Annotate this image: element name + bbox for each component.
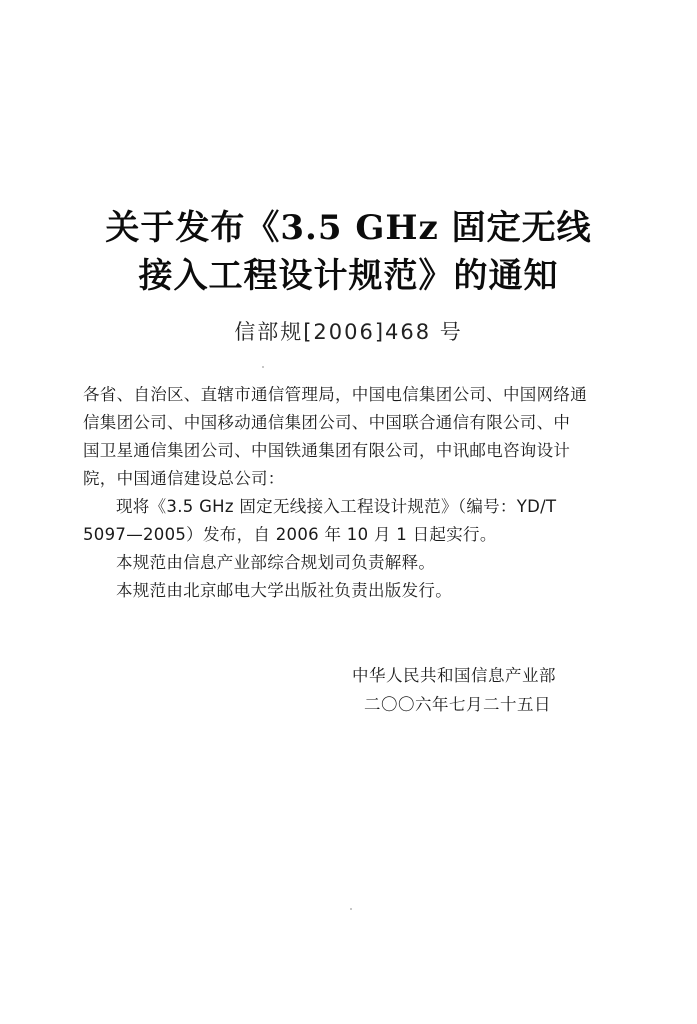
notice-title-line-2: 接入工程设计规范》的通知 (138, 256, 559, 296)
addressee-line-1: 各省、自治区、直辖市通信管理局，中国电信集团公司、中国网络通 (83, 385, 587, 404)
addressee-line-2: 信集团公司、中国移动通信集团公司、中国联合通信有限公司、中 (83, 413, 571, 432)
body-paragraph-3: 本规范由北京邮电大学出版社负责出版发行。 (116, 581, 452, 600)
body-paragraph-1-line-1: 现将《3.5 GHz 固定无线接入工程设计规范》（编号：YD/T (116, 497, 557, 516)
document-number: 信部规[2006]468 号 (234, 320, 463, 344)
body-paragraph-2: 本规范由信息产业部综合规划司负责解释。 (116, 553, 436, 572)
issue-date: 二〇〇六年七月二十五日 (364, 695, 551, 714)
addressee-line-4: 院，中国通信建设总公司： (83, 469, 285, 488)
notice-title-line-1: 关于发布《3.5 GHz 固定无线 (105, 208, 592, 248)
body-paragraph-1-line-2: 5097—2005）发布，自 2006 年 10 月 1 日起实行。 (83, 525, 497, 544)
issuer-signature: 中华人民共和国信息产业部 (352, 666, 556, 685)
addressee-line-3: 国卫星通信集团公司、中国铁通集团有限公司，中讯邮电咨询设计 (83, 441, 571, 460)
scan-speck (350, 908, 352, 910)
scan-speck (262, 366, 264, 368)
